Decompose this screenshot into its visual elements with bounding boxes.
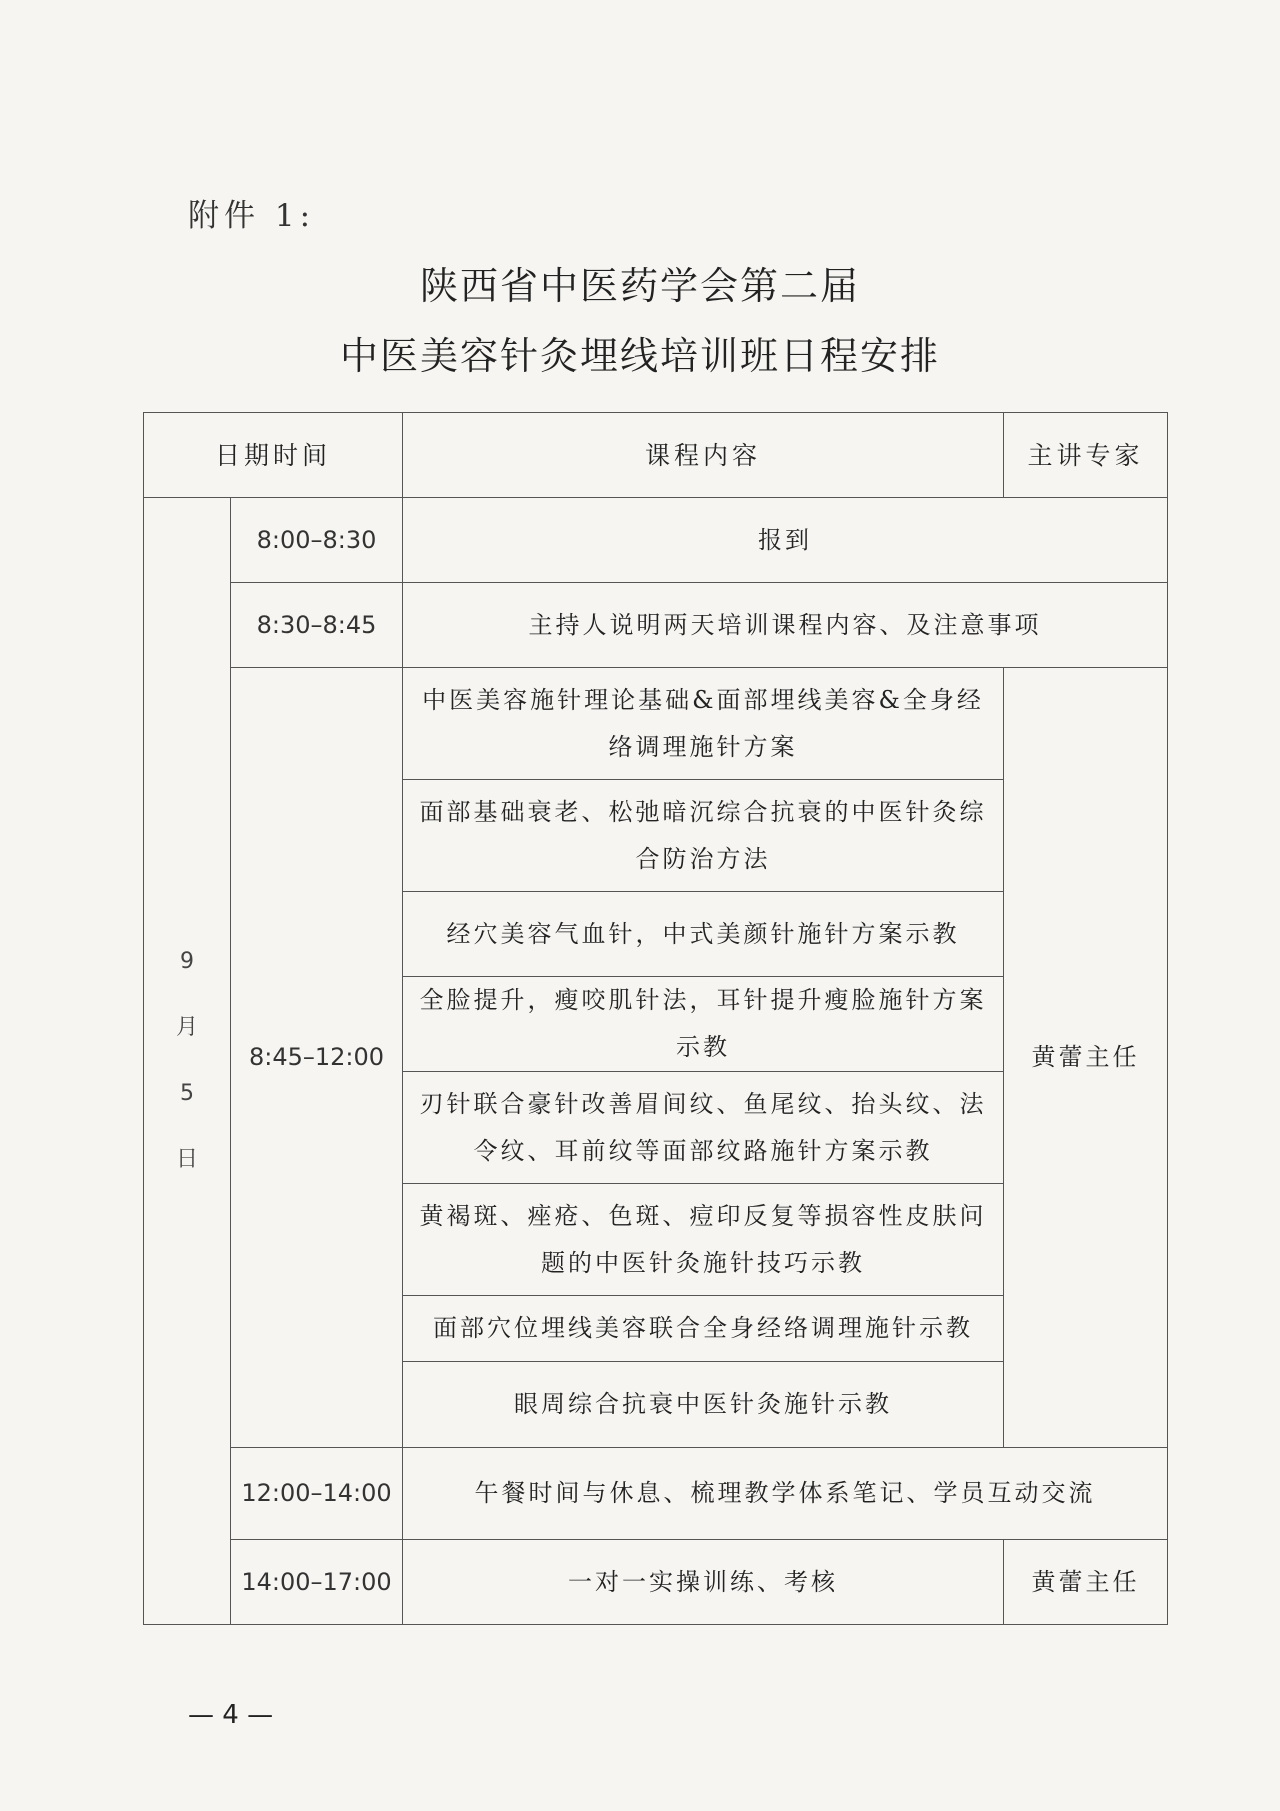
table-row — [144, 583, 1168, 668]
time-cell: 14:00–17:00 — [231, 1540, 403, 1625]
table-row — [144, 1448, 1168, 1540]
content-cell: 经穴美容气血针，中式美颜针施针方案示教 — [403, 892, 1004, 977]
content-cell: 主持人说明两天培训课程内容、及注意事项 — [403, 583, 1168, 668]
time-cell: 8:30–8:45 — [231, 583, 403, 668]
content-cell: 刃针联合豪针改善眉间纹、鱼尾纹、抬头纹、法令纹、耳前纹等面部纹路施针方案示教 — [403, 1072, 1004, 1184]
speaker-cell: 黄蕾主任 — [1004, 668, 1168, 1448]
header-datetime: 日期时间 — [144, 413, 403, 498]
table-row — [144, 668, 1168, 780]
date-char: 9 — [180, 949, 194, 974]
table-header-row — [144, 413, 1168, 498]
date-char: 5 — [180, 1081, 194, 1106]
date-char: 月 — [175, 1015, 198, 1040]
content-cell: 全脸提升，瘦咬肌针法，耳针提升瘦脸施针方案示教 — [403, 977, 1004, 1072]
date-char: 日 — [175, 1147, 198, 1172]
content-cell: 一对一实操训练、考核 — [403, 1540, 1004, 1625]
header-content: 课程内容 — [403, 413, 1004, 498]
schedule-table — [143, 412, 1168, 1625]
time-cell: 8:45–12:00 — [231, 668, 403, 1448]
time-cell: 12:00–14:00 — [231, 1448, 403, 1540]
time-cell: 8:00–8:30 — [231, 498, 403, 583]
attachment-label: 附件 1: — [188, 198, 316, 234]
content-cell: 黄褐斑、痤疮、色斑、痘印反复等损容性皮肤问题的中医针灸施针技巧示教 — [403, 1184, 1004, 1296]
date-cell — [144, 498, 231, 1625]
content-cell: 面部基础衰老、松弛暗沉综合抗衰的中医针灸综合防治方法 — [403, 780, 1004, 892]
table-row — [144, 1540, 1168, 1625]
content-cell: 午餐时间与休息、梳理教学体系笔记、学员互动交流 — [403, 1448, 1168, 1540]
document-title-line-2: 中医美容针灸埋线培训班日程安排 — [339, 334, 940, 378]
page-number: — 4 — — [188, 1700, 274, 1730]
speaker-cell: 黄蕾主任 — [1004, 1540, 1168, 1625]
content-cell: 中医美容施针理论基础&面部埋线美容&全身经络调理施针方案 — [403, 668, 1004, 780]
content-cell: 面部穴位埋线美容联合全身经络调理施针示教 — [403, 1296, 1004, 1362]
content-cell: 眼周综合抗衰中医针灸施针示教 — [403, 1362, 1004, 1448]
header-speaker: 主讲专家 — [1004, 413, 1168, 498]
content-cell: 报到 — [403, 498, 1168, 583]
document-title-line-1: 陕西省中医药学会第二届 — [419, 264, 860, 308]
table-row — [144, 498, 1168, 583]
